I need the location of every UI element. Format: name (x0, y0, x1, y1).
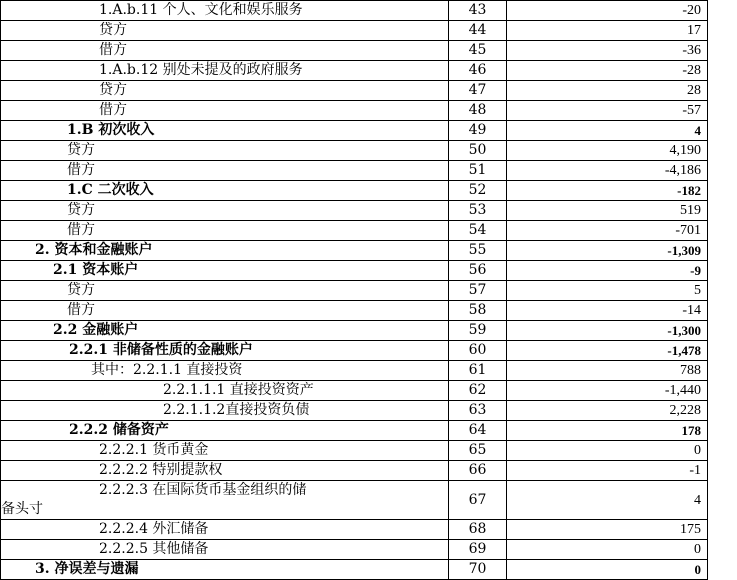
row-value: 4,190 (507, 141, 708, 161)
table-row (1, 101, 708, 121)
row-value: -1,309 (507, 241, 708, 261)
row-number: 54 (449, 221, 507, 241)
row-label: 2.2.2.4 外汇储备 (1, 520, 449, 540)
row-value: 0 (507, 540, 708, 560)
row-number: 69 (449, 540, 507, 560)
table-row (1, 281, 708, 301)
row-number: 68 (449, 520, 507, 540)
row-number: 48 (449, 101, 507, 121)
table-row (1, 441, 708, 461)
table-row (1, 461, 708, 481)
row-number: 47 (449, 81, 507, 101)
row-number: 67 (449, 481, 507, 520)
row-number: 64 (449, 421, 507, 441)
row-label: 2.2.2.1 货币黄金 (1, 441, 449, 461)
row-value: 0 (507, 560, 708, 580)
row-label: 贷方 (1, 201, 449, 221)
row-label: 贷方 (1, 281, 449, 301)
row-value: -1,300 (507, 321, 708, 341)
row-number: 65 (449, 441, 507, 461)
row-number: 51 (449, 161, 507, 181)
row-label: 借方 (1, 41, 449, 61)
table-row (1, 520, 708, 540)
table-row (1, 381, 708, 401)
row-value: -1,478 (507, 341, 708, 361)
row-value: 28 (507, 81, 708, 101)
row-label: 3. 净误差与遗漏 (1, 560, 449, 580)
row-value: 4 (507, 481, 708, 520)
table-row (1, 61, 708, 81)
row-label: 2.2.2.2 特别提款权 (1, 461, 449, 481)
row-number: 57 (449, 281, 507, 301)
table-row (1, 540, 708, 560)
row-label: 1.C 二次收入 (1, 181, 449, 201)
row-value: -9 (507, 261, 708, 281)
row-value: 0 (507, 441, 708, 461)
table-row (1, 21, 708, 41)
table-row (1, 241, 708, 261)
row-value: -1 (507, 461, 708, 481)
row-number: 62 (449, 381, 507, 401)
table-row (1, 41, 708, 61)
row-label: 贷方 (1, 21, 449, 41)
row-label-line2: 备头寸 (1, 501, 43, 517)
row-label: 2.2.1 非储备性质的金融账户 (1, 341, 449, 361)
row-number: 52 (449, 181, 507, 201)
row-value: 788 (507, 361, 708, 381)
row-number: 66 (449, 461, 507, 481)
row-number: 46 (449, 61, 507, 81)
row-label (1, 481, 449, 520)
row-label: 2.2.1.1.1 直接投资资产 (1, 381, 449, 401)
row-value: -4,186 (507, 161, 708, 181)
table-row (1, 201, 708, 221)
row-number: 56 (449, 261, 507, 281)
row-value: -182 (507, 181, 708, 201)
row-number: 61 (449, 361, 507, 381)
table-row (1, 161, 708, 181)
row-label-line1: 2.2.2.3 在国际货币基金组织的储 (99, 482, 307, 498)
row-number: 44 (449, 21, 507, 41)
table-row (1, 81, 708, 101)
row-value: 4 (507, 121, 708, 141)
row-number: 53 (449, 201, 507, 221)
row-label: 2.2.2.5 其他储备 (1, 540, 449, 560)
row-number: 55 (449, 241, 507, 261)
row-label: 借方 (1, 161, 449, 181)
row-label: 2.2 金融账户 (1, 321, 449, 341)
table-row (1, 301, 708, 321)
row-label: 借方 (1, 301, 449, 321)
row-number: 58 (449, 301, 507, 321)
row-value: 175 (507, 520, 708, 540)
row-value: -57 (507, 101, 708, 121)
row-value: 178 (507, 421, 708, 441)
row-label: 贷方 (1, 141, 449, 161)
row-number: 45 (449, 41, 507, 61)
table-row (1, 341, 708, 361)
row-number: 60 (449, 341, 507, 361)
row-label: 2.2.1.1.2直接投资负债 (1, 401, 449, 421)
row-label: 1.A.b.12 别处未提及的政府服务 (1, 61, 449, 81)
table-row (1, 481, 708, 520)
row-value: -28 (507, 61, 708, 81)
row-label: 其中：2.2.1.1 直接投资 (1, 361, 449, 381)
row-label: 1.B 初次收入 (1, 121, 449, 141)
table-row (1, 141, 708, 161)
row-value: 519 (507, 201, 708, 221)
row-value: -36 (507, 41, 708, 61)
row-number: 50 (449, 141, 507, 161)
table-row (1, 181, 708, 201)
row-number: 49 (449, 121, 507, 141)
row-value: 5 (507, 281, 708, 301)
table-row (1, 421, 708, 441)
row-label: 2. 资本和金融账户 (1, 241, 449, 261)
row-number: 43 (449, 1, 507, 21)
row-number: 59 (449, 321, 507, 341)
row-label: 借方 (1, 221, 449, 241)
row-label: 贷方 (1, 81, 449, 101)
table-row (1, 321, 708, 341)
table-row (1, 261, 708, 281)
row-value: -20 (507, 1, 708, 21)
row-label: 2.1 资本账户 (1, 261, 449, 281)
table-row (1, 401, 708, 421)
row-label: 2.2.2 储备资产 (1, 421, 449, 441)
table-row (1, 361, 708, 381)
row-value: 17 (507, 21, 708, 41)
table-row (1, 121, 708, 141)
row-label: 1.A.b.11 个人、文化和娱乐服务 (1, 1, 449, 21)
row-value: -1,440 (507, 381, 708, 401)
table-row (1, 1, 708, 21)
table-row (1, 221, 708, 241)
row-value: -14 (507, 301, 708, 321)
row-value: -701 (507, 221, 708, 241)
table-body (1, 1, 708, 580)
row-number: 63 (449, 401, 507, 421)
row-value: 2,228 (507, 401, 708, 421)
row-label: 借方 (1, 101, 449, 121)
row-number: 70 (449, 560, 507, 580)
